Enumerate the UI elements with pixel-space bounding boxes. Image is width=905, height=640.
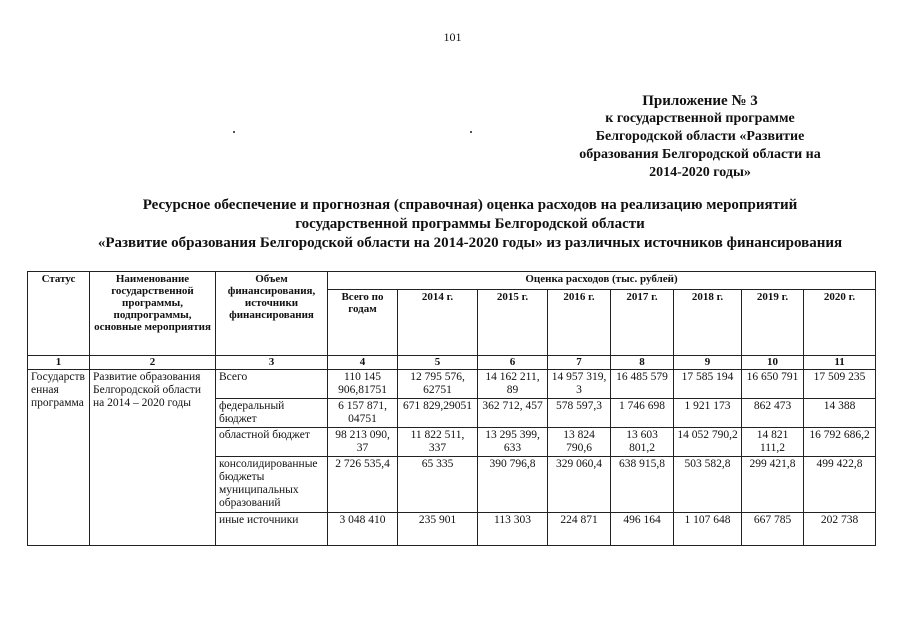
header-2016: 2016 г.	[548, 290, 611, 356]
column-number-row	[28, 356, 876, 370]
total-cell: 2 726 535,4	[328, 457, 398, 513]
column-number: 11	[804, 356, 876, 370]
header-estimate: Оценка расходов (тыс. рублей)	[328, 272, 876, 290]
value-2016-cell: 578 597,3	[548, 399, 611, 428]
column-number: 8	[611, 356, 674, 370]
value-2016-cell: 329 060,4	[548, 457, 611, 513]
value-2020-cell: 202 738	[804, 513, 876, 546]
header-volume: Объем финансирования, источники финансирования	[216, 272, 328, 356]
header-2014: 2014 г.	[398, 290, 478, 356]
value-2018-cell: 1 921 173	[674, 399, 742, 428]
value-2014-cell: 65 335	[398, 457, 478, 513]
header-total: Всего по годам	[328, 290, 398, 356]
value-2017-cell: 13 603 801,2	[611, 428, 674, 457]
value-2018-cell: 17 585 194	[674, 370, 742, 399]
total-cell: 98 213 090, 37	[328, 428, 398, 457]
value-2017-cell: 16 485 579	[611, 370, 674, 399]
column-number: 10	[742, 356, 804, 370]
value-2017-cell: 638 915,8	[611, 457, 674, 513]
value-2019-cell: 862 473	[742, 399, 804, 428]
appendix-line-4: образования Белгородской области на	[579, 147, 821, 162]
program-name-cell: Развитие образования Белгородской области на 2014 – 2020 годы	[90, 370, 216, 546]
value-2016-cell: 13 824 790,6	[548, 428, 611, 457]
title-line-2: государственной программы Белгородской области	[295, 216, 645, 232]
column-number: 3	[216, 356, 328, 370]
value-2020-cell: 14 388	[804, 399, 876, 428]
table-row	[28, 370, 876, 399]
document-title	[40, 196, 900, 253]
value-2014-cell: 12 795 576, 62751	[398, 370, 478, 399]
value-2015-cell: 390 796,8	[478, 457, 548, 513]
column-number: 5	[398, 356, 478, 370]
scan-speck	[470, 131, 472, 133]
value-2020-cell: 16 792 686,2	[804, 428, 876, 457]
source-cell: федеральный бюджет	[216, 399, 328, 428]
value-2018-cell: 14 052 790,2	[674, 428, 742, 457]
value-2017-cell: 496 164	[611, 513, 674, 546]
value-2016-cell: 224 871	[548, 513, 611, 546]
value-2019-cell: 299 421,8	[742, 457, 804, 513]
total-cell: 6 157 871, 04751	[328, 399, 398, 428]
title-line-1: Ресурсное обеспечение и прогнозная (справочная) оценка расходов на реализацию мероприятий	[142, 197, 798, 213]
header-2018: 2018 г.	[674, 290, 742, 356]
source-cell: консолидированные бюджеты муниципальных образований	[216, 457, 328, 513]
column-number: 6	[478, 356, 548, 370]
value-2015-cell: 113 303	[478, 513, 548, 546]
value-2018-cell: 503 582,8	[674, 457, 742, 513]
header-status: Статус	[28, 272, 90, 356]
appendix-header	[560, 92, 840, 182]
total-cell: 110 145 906,81751	[328, 370, 398, 399]
column-number: 2	[90, 356, 216, 370]
value-2015-cell: 362 712, 457	[478, 399, 548, 428]
resource-table	[27, 271, 876, 546]
value-2014-cell: 671 829,29051	[398, 399, 478, 428]
value-2020-cell: 17 509 235	[804, 370, 876, 399]
appendix-line-1: Приложение № 3	[642, 93, 758, 109]
value-2018-cell: 1 107 648	[674, 513, 742, 546]
status-cell: Государственная программа	[28, 370, 90, 546]
header-2017: 2017 г.	[611, 290, 674, 356]
value-2014-cell: 235 901	[398, 513, 478, 546]
appendix-line-3: Белгородской области «Развитие	[595, 129, 805, 144]
source-cell: иные источники	[216, 513, 328, 546]
column-number: 4	[328, 356, 398, 370]
value-2020-cell: 499 422,8	[804, 457, 876, 513]
header-name: Наименование государственной программы, подпрограммы, основные мероприятия	[90, 272, 216, 356]
header-2020: 2020 г.	[804, 290, 876, 356]
source-cell: областной бюджет	[216, 428, 328, 457]
value-2016-cell: 14 957 319, 3	[548, 370, 611, 399]
value-2015-cell: 14 162 211, 89	[478, 370, 548, 399]
column-number: 1	[28, 356, 90, 370]
total-cell: 3 048 410	[328, 513, 398, 546]
header-2019: 2019 г.	[742, 290, 804, 356]
title-line-3: «Развитие образования Белгородской области на 2014-2020 годы» из различных источников финансирования	[97, 235, 843, 251]
value-2017-cell: 1 746 698	[611, 399, 674, 428]
page-number: 101	[443, 30, 462, 44]
appendix-line-5: 2014-2020 годы»	[649, 165, 751, 180]
header-2015: 2015 г.	[478, 290, 548, 356]
scan-speck	[233, 131, 235, 133]
value-2019-cell: 14 821 111,2	[742, 428, 804, 457]
source-cell: Всего	[216, 370, 328, 399]
value-2019-cell: 667 785	[742, 513, 804, 546]
column-number: 9	[674, 356, 742, 370]
value-2019-cell: 16 650 791	[742, 370, 804, 399]
column-number: 7	[548, 356, 611, 370]
value-2014-cell: 11 822 511, 337	[398, 428, 478, 457]
value-2015-cell: 13 295 399, 633	[478, 428, 548, 457]
appendix-line-2: к государственной программе	[605, 111, 795, 126]
